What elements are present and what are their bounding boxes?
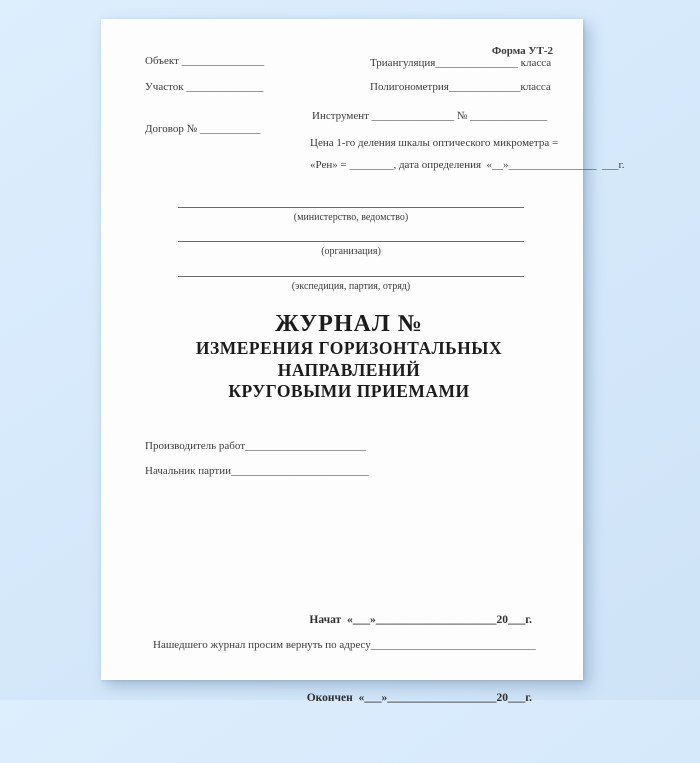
polygonometry-field-line: Полигонометрия_____________класса — [370, 81, 551, 93]
journal-title-block — [141, 311, 557, 403]
end-date-line: Окончен «___»___________________20___г. — [306, 692, 532, 704]
journal-cover-page — [101, 19, 625, 704]
organization-blank-line — [178, 241, 524, 242]
triangulation-field-line: Триангуляция_______________ класса — [370, 57, 552, 69]
form-code: Форма УТ-2 — [491, 45, 553, 57]
return-address-line: Нашедшего журнал просим вернуть по адресу______________________________ — [153, 639, 536, 651]
ministry-blank-line — [178, 207, 524, 208]
journal-title-line4: КРУГОВЫМИ ПРИЕМАМИ — [228, 381, 470, 401]
expedition-blank-line — [178, 276, 524, 277]
producer-signature-line: Производитель работ______________________ — [145, 440, 367, 452]
dates-block — [307, 555, 532, 763]
ren-field-line: «Рен» = ________, дата определения «__»________________ ___г. — [310, 159, 625, 171]
micrometer-scale-price-line: Цена 1-го деления шкалы оптического микрометра = — [310, 137, 559, 149]
party-chief-signature-line: Начальник партии_________________________ — [145, 465, 369, 477]
start-date-line: Начат «___»_____________________20___г. — [309, 614, 532, 626]
contract-field-line: Договор № ___________ — [145, 123, 261, 135]
journal-title: ЖУРНАЛ № — [275, 311, 423, 337]
section-field-line: Участок ______________ — [145, 81, 264, 93]
expedition-caption: (экспедиция, партия, отряд) — [291, 281, 411, 292]
instrument-field-line: Инструмент _______________ № ______________ — [312, 110, 548, 122]
object-field-line: Объект _______________ — [145, 55, 265, 67]
journal-title-line2: ИЗМЕРЕНИЯ ГОРИЗОНТАЛЬНЫХ — [195, 338, 503, 358]
organization-caption: (организация) — [321, 246, 381, 257]
journal-title-line3: НАПРАВЛЕНИЙ — [277, 359, 421, 380]
ministry-caption: (министерство, ведомство) — [293, 212, 409, 223]
